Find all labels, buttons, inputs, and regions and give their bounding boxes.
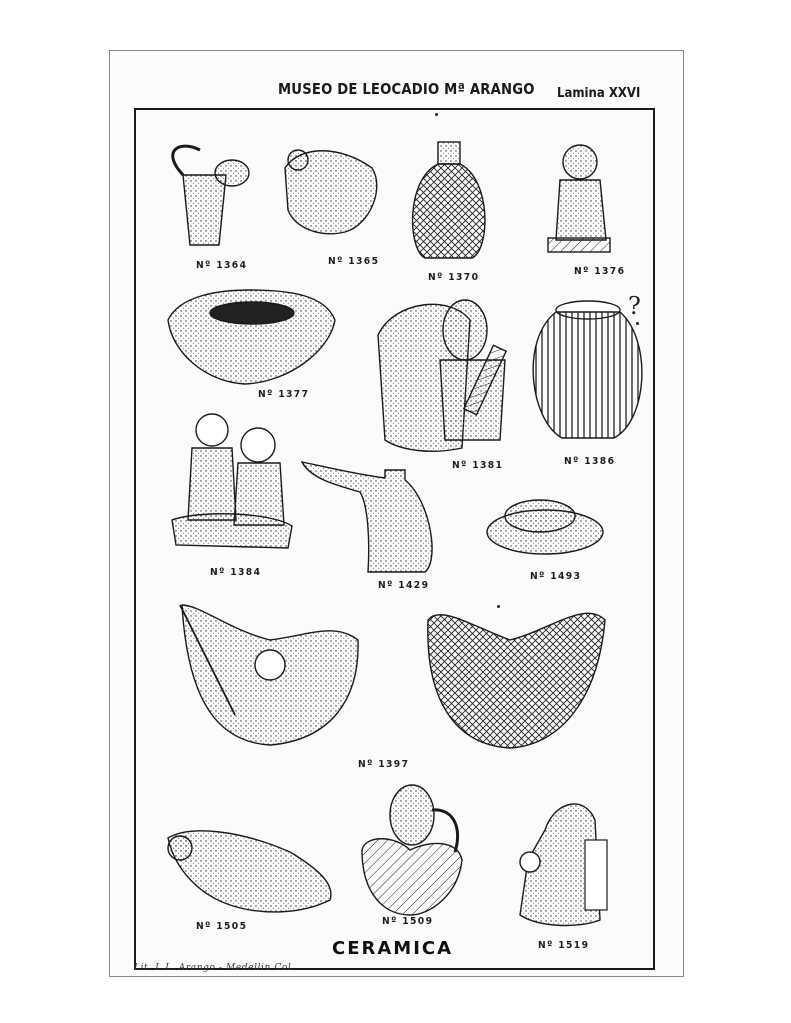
item-label-1386: Nº 1386 [564,456,616,467]
item-label-1381: Nº 1381 [452,460,504,471]
vessel-1509 [362,785,462,915]
item-label-1397: Nº 1397 [358,759,410,770]
vessel-1386 [533,301,642,438]
item-label-1370: Nº 1370 [428,272,480,283]
item-label-1377: Nº 1377 [258,389,310,400]
figure-1519 [520,804,607,925]
item-label-1365: Nº 1365 [328,256,380,267]
item-label-1364: Nº 1364 [196,260,248,271]
print-speck [497,605,500,608]
vessel-1493 [487,500,603,554]
plate-caption: CERAMICA [332,938,454,959]
vessel-1381 [378,300,506,451]
figure-1505 [168,831,331,912]
figure-1376 [548,145,610,252]
item-label-1376: Nº 1376 [574,266,626,277]
vessel-1397-a [180,605,358,745]
item-label-1519: Nº 1519 [538,940,590,951]
vessel-1365 [285,150,377,234]
item-label-1505: Nº 1505 [196,921,248,932]
item-label-1429: Nº 1429 [378,580,430,591]
handwritten-question-mark: ? [628,292,641,320]
vessel-1397-b [428,613,605,748]
lithographer-imprint: Lit. L.L. Arango - Medellin Col. [134,963,295,973]
print-speck [435,113,438,116]
museum-title: MUSEO DE LEOCADIO Mª ARANGO [278,80,535,98]
vessel-1364 [173,146,249,245]
item-label-1509: Nº 1509 [382,916,434,927]
vessel-1370 [413,142,485,258]
print-speck [636,322,639,325]
vessel-1377 [168,290,335,384]
vessel-1429 [302,462,432,572]
plate-number: Lamina XXVI [557,86,641,101]
figure-1384 [172,414,292,548]
item-label-1384: Nº 1384 [210,567,262,578]
item-label-1493: Nº 1493 [530,571,582,582]
